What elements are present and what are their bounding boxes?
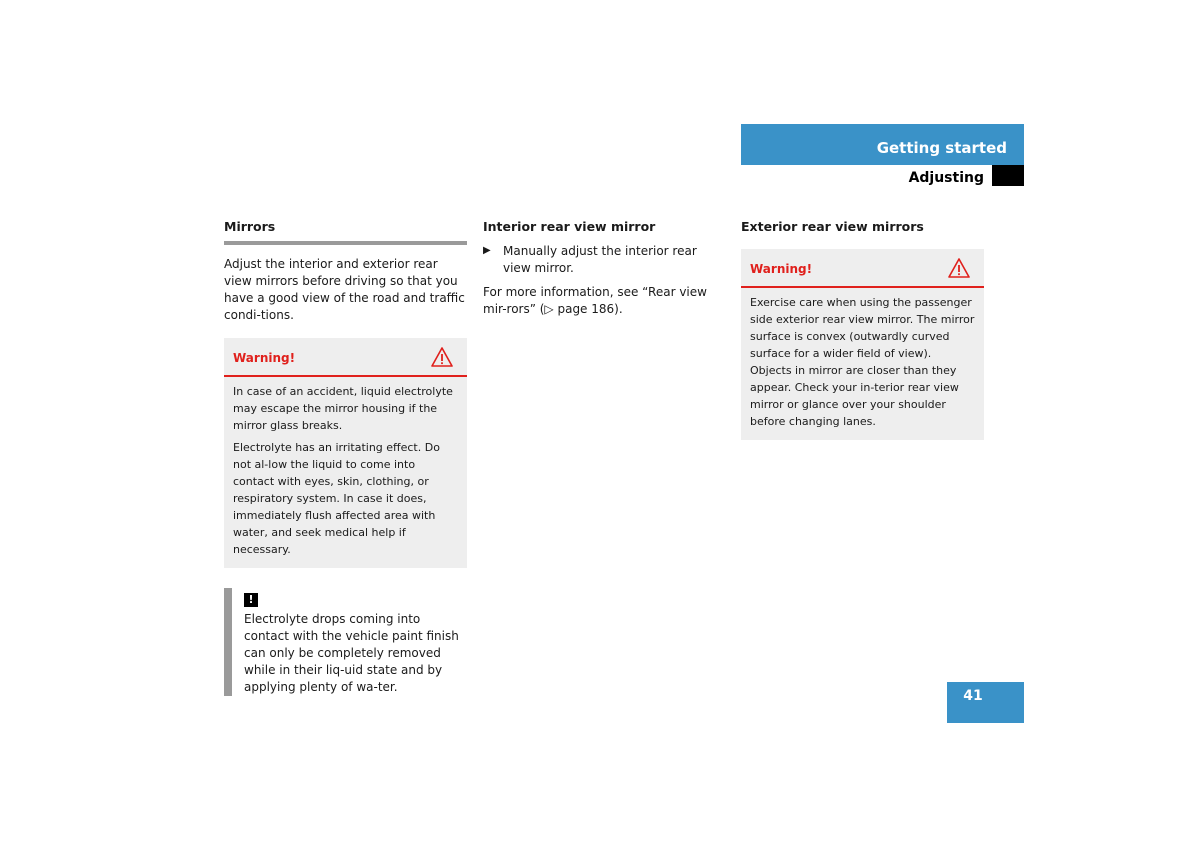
heading-rule <box>224 241 467 245</box>
section-marker <box>992 165 1024 186</box>
exclamation-icon: ! <box>244 593 258 607</box>
warning-box <box>741 249 984 440</box>
chapter-header <box>741 124 1024 165</box>
warning-header <box>224 338 467 377</box>
warning-paragraph: Exercise care when using the passenger side exterior rear view mirror. The mirror surface is convex (outwardly curved surface for a wider field of view). Objects in mirror are closer than they appear. Check your in-terior rear view mirror or glance over your shoulder before changing lanes. <box>750 296 975 428</box>
section-title: Adjusting <box>908 170 984 186</box>
warning-header <box>741 249 984 288</box>
heading-exterior-mirrors: Exterior rear view mirrors <box>741 219 924 234</box>
page-number: 41 <box>963 688 983 704</box>
column-interior-mirror <box>483 218 726 318</box>
warning-body <box>224 377 467 568</box>
column-exterior-mirrors <box>741 218 984 440</box>
page-number-tab <box>947 682 1024 723</box>
bullet-arrow-icon: ▶ <box>483 245 491 256</box>
note-box <box>224 588 467 696</box>
note-bar <box>224 588 232 696</box>
warning-paragraph: Electrolyte has an irritating effect. Do not al-low the liquid to come into contact with eyes, skin, clothing, or respiratory system. In case it does, immediately flush affected area with water, and seek medical help if necessary. <box>233 441 440 556</box>
warning-label: Warning! <box>750 262 813 276</box>
warning-triangle-icon <box>431 347 453 367</box>
warning-box <box>224 338 467 568</box>
heading-mirrors: Mirrors <box>224 219 276 234</box>
warning-body <box>741 288 984 440</box>
instruction-text: Manually adjust the interior rear view mirror. <box>503 244 697 275</box>
warning-label: Warning! <box>233 351 296 365</box>
warning-paragraph: In case of an accident, liquid electrolyte may escape the mirror housing if the mirror glass breaks. <box>233 385 453 432</box>
intro-text: Adjust the interior and exterior rear view mirrors before driving so that you have a good view of the road and traffic condi-tions. <box>224 257 465 322</box>
note-text: Electrolyte drops coming into contact with the vehicle paint finish can only be completely removed while in their liq-uid state and by applying plenty of wa-ter. <box>244 612 459 694</box>
instruction-item <box>483 243 726 277</box>
chapter-title: Getting started <box>876 139 1007 157</box>
column-mirrors <box>224 218 467 696</box>
cross-reference-text: For more information, see “Rear view mir-rors” (▷ page 186). <box>483 285 707 316</box>
heading-interior-mirror: Interior rear view mirror <box>483 219 656 234</box>
section-header <box>741 165 1024 187</box>
warning-triangle-icon <box>948 258 970 278</box>
